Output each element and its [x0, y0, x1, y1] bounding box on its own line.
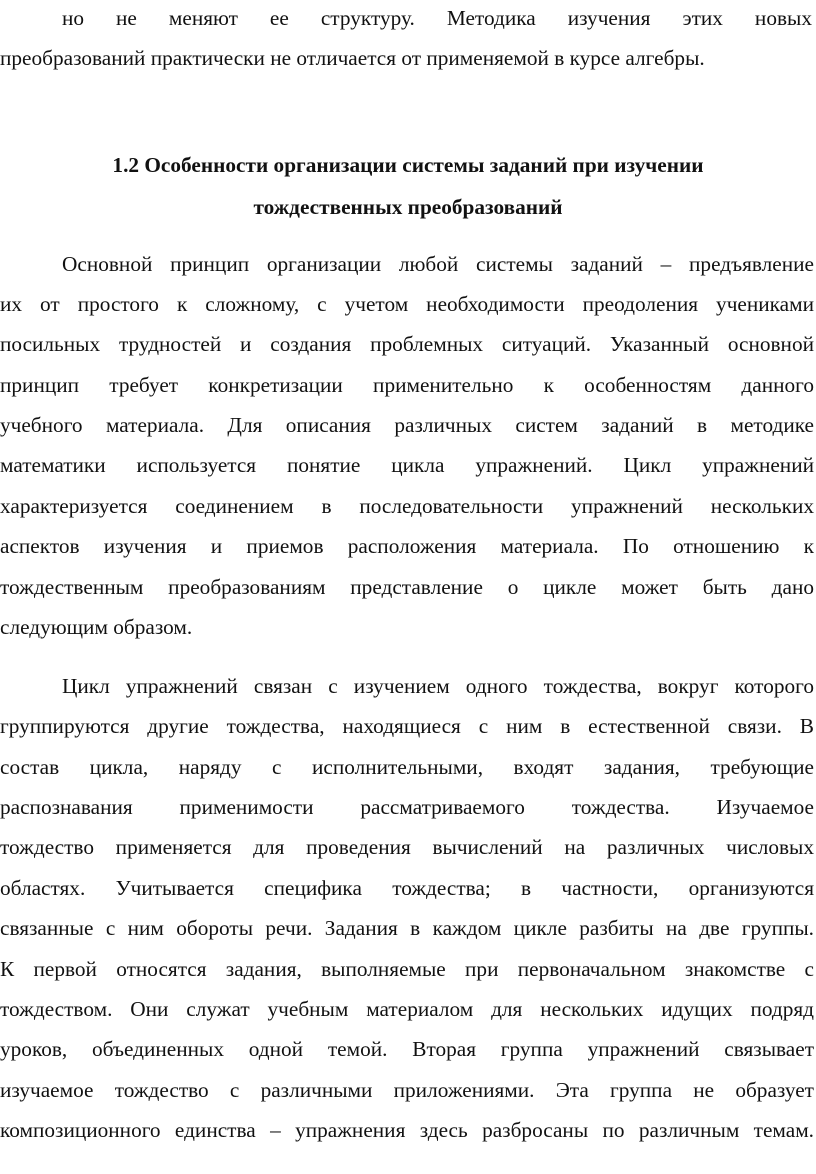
paragraph2-line-4: распознавания применимости рассматриваемого тождества. Изучаемое	[0, 795, 814, 819]
paragraph2-line-7: связанные с ним обороты речи. Задания в каждом цикле разбиты на две группы.	[0, 916, 814, 940]
section-heading-line-2: тождественных преобразований	[253, 195, 563, 219]
paragraph1-line-3: посильных трудностей и создания проблемных ситуаций. Указанный основной	[0, 332, 814, 356]
paragraph2-line-1: Цикл упражнений связан с изучением одного тождества, вокруг которого	[62, 674, 814, 698]
paragraph1-line-8: аспектов изучения и приемов расположения материала. По отношению к	[0, 534, 814, 558]
paragraph2-line-10: уроков, объединенных одной темой. Вторая группа упражнений связывает	[0, 1037, 814, 1061]
paragraph2-line-5: тождество применяется для проведения вычислений на различных числовых	[0, 835, 814, 859]
paragraph1-line-5: учебного материала. Для описания различных систем заданий в методике	[0, 413, 814, 437]
section-heading-line-1: 1.2 Особенности организации системы заданий при изучении	[112, 153, 704, 177]
intro-line-2: преобразований практически не отличается от применяемой в курсе алгебры.	[0, 46, 705, 70]
paragraph1-line-9: тождественным преобразованиям представление о цикле может быть дано	[0, 575, 814, 599]
paragraph1-line-7: характеризуется соединением в последовательности упражнений нескольких	[0, 494, 814, 518]
paragraph2-line-8: К первой относятся задания, выполняемые при первоначальном знакомстве с	[0, 957, 814, 981]
paragraph2-line-2: группируются другие тождества, находящиеся с ним в естественной связи. В	[0, 714, 814, 738]
paragraph2-line-3: состав цикла, наряду с исполнительными, входят задания, требующие	[0, 755, 814, 779]
paragraph1-line-6: математики используется понятие цикла упражнений. Цикл упражнений	[0, 453, 814, 477]
paragraph1-line-1: Основной принцип организации любой системы заданий – предъявление	[62, 252, 814, 276]
paragraph2-line-11: изучаемое тождество с различными приложениями. Эта группа не образует	[0, 1078, 814, 1102]
intro-line-1: но не меняют ее структуру. Методика изучения этих новых	[62, 6, 812, 30]
paragraph1-line-4: принцип требует конкретизации применительно к особенностям данного	[0, 373, 814, 397]
paragraph2-line-12: композиционного единства – упражнения здесь разбросаны по различным темам.	[0, 1118, 814, 1142]
paragraph2-line-9: тождеством. Они служат учебным материалом для нескольких идущих подряд	[0, 997, 814, 1021]
paragraph1-line-10: следующим образом.	[0, 615, 193, 639]
paragraph1-line-2: их от простого к сложному, с учетом необходимости преодоления учениками	[0, 292, 814, 316]
paragraph2-line-6: областях. Учитывается специфика тождества; в частности, организуются	[0, 876, 814, 900]
